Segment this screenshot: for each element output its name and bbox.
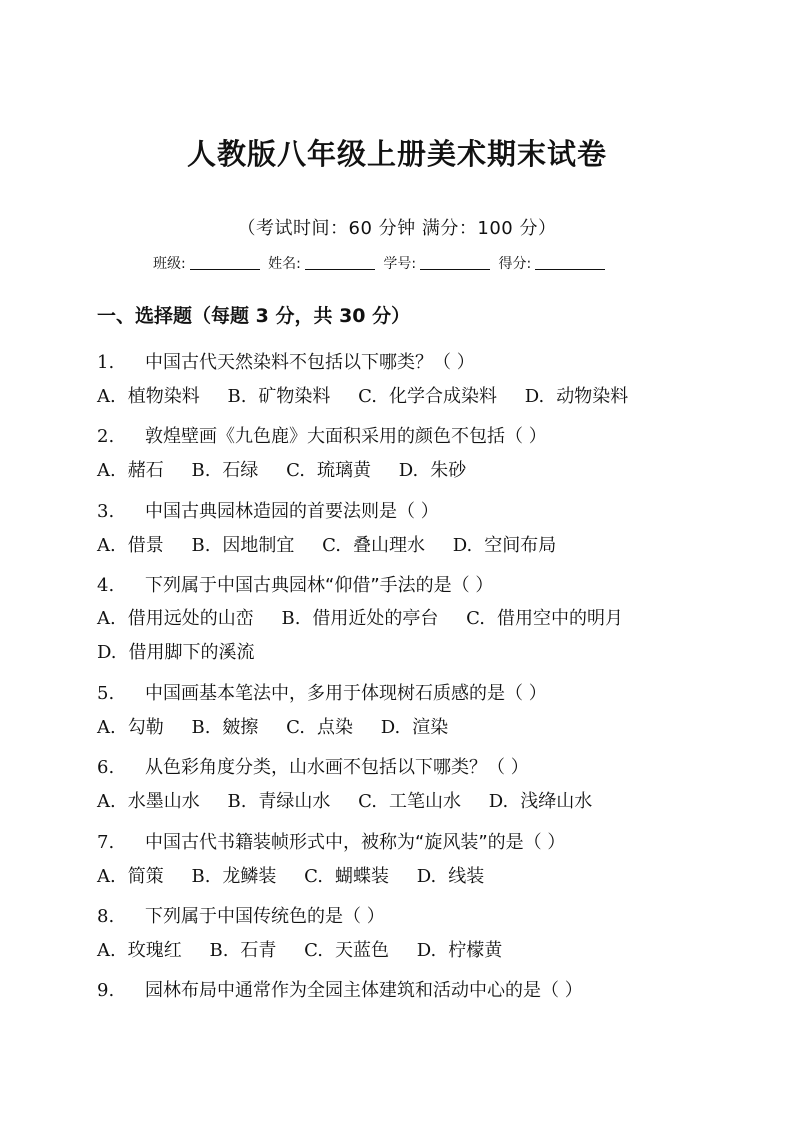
question-number: 2. [97, 426, 115, 447]
option-a: A. 借用远处的山峦 [97, 608, 254, 629]
question-1 [97, 348, 475, 374]
option-d: D. 线装 [416, 866, 485, 887]
options-5 [97, 713, 470, 739]
option-d: D. 浅绛山水 [488, 791, 593, 812]
option-a: A. 勾勒 [97, 717, 164, 738]
option-b: B. 矿物染料 [227, 386, 331, 407]
question-9 [97, 976, 583, 1002]
question-text: 中国古代天然染料不包括以下哪类？（ ） [145, 352, 475, 373]
option-a: A. 简策 [97, 866, 164, 887]
question-text: 园林布局中通常作为全园主体建筑和活动中心的是（ ） [145, 980, 583, 1001]
id-blank [420, 255, 490, 270]
question-2 [97, 422, 547, 448]
question-5 [97, 679, 547, 705]
option-d: D. 渲染 [380, 717, 449, 738]
question-number: 9. [97, 980, 115, 1001]
option-d: D. 动物染料 [524, 386, 629, 407]
question-number: 4. [97, 575, 115, 596]
options-8 [97, 936, 524, 962]
option-a: A. 植物染料 [97, 386, 200, 407]
options-3 [97, 531, 578, 557]
class-label: 班级: [153, 256, 186, 272]
question-number: 7. [97, 832, 115, 853]
option-a: A. 赭石 [97, 460, 164, 481]
question-number: 6. [97, 757, 115, 778]
name-blank [305, 255, 375, 270]
student-info-row [153, 253, 609, 273]
id-label: 学号: [383, 256, 417, 272]
option-c: C. 叠山理水 [322, 535, 426, 556]
options-6 [97, 787, 614, 813]
option-a: A. 水墨山水 [97, 791, 200, 812]
options-2 [97, 456, 488, 482]
section-title: 一、选择题（每题 3 分，共 30 分） [97, 305, 411, 327]
question-text: 中国古典园林造园的首要法则是（ ） [145, 501, 439, 522]
question-number: 8. [97, 906, 115, 927]
option-b: B. 石青 [209, 940, 277, 961]
option-c: C. 琉璃黄 [286, 460, 372, 481]
question-text: 下列属于中国古典园林“仰借”手法的是（ ） [145, 575, 494, 596]
option-b: B. 龙鳞装 [191, 866, 277, 887]
option-d: D. 朱砂 [398, 460, 467, 481]
option-c: C. 天蓝色 [304, 940, 390, 961]
score-blank [535, 255, 605, 270]
question-text: 中国画基本笔法中，多用于体现树石质感的是（ ） [145, 683, 547, 704]
question-text: 下列属于中国传统色的是（ ） [145, 906, 385, 927]
option-a: A. 玫瑰红 [97, 940, 182, 961]
option-c: C. 点染 [286, 717, 354, 738]
exam-title: 人教版八年级上册美术期末试卷 [186, 137, 607, 171]
question-number: 3. [97, 501, 115, 522]
question-7 [97, 828, 565, 854]
option-b: B. 石绿 [191, 460, 259, 481]
option-b: B. 皴擦 [191, 717, 259, 738]
question-8 [97, 902, 385, 928]
question-6 [97, 753, 529, 779]
question-text: 中国古代书籍装帧形式中，被称为“旋风装”的是（ ） [145, 832, 566, 853]
options-4-line1 [97, 604, 645, 630]
option-d: D. 柠檬黄 [416, 940, 503, 961]
option-c: C. 化学合成染料 [358, 386, 498, 407]
option-d: D. 借用脚下的溪流 [97, 642, 255, 663]
option-b: B. 青绿山水 [227, 791, 331, 812]
name-label: 姓名: [268, 256, 301, 272]
option-c: C. 蝴蝶装 [304, 866, 390, 887]
options-4-line2 [97, 638, 277, 664]
options-1 [97, 382, 650, 408]
option-a: A. 借景 [97, 535, 164, 556]
score-label: 得分: [498, 256, 532, 272]
option-b: B. 因地制宜 [191, 535, 295, 556]
exam-subtitle: （考试时间：60 分钟 满分：100 分） [237, 218, 557, 239]
option-c: C. 工笔山水 [358, 791, 462, 812]
option-b: B. 借用近处的亭台 [281, 608, 439, 629]
question-4 [97, 571, 493, 597]
class-blank [190, 255, 260, 270]
question-number: 1. [97, 352, 115, 373]
options-7 [97, 862, 506, 888]
question-number: 5. [97, 683, 115, 704]
option-c: C. 借用空中的明月 [466, 608, 624, 629]
question-text: 从色彩角度分类，山水画不包括以下哪类？（ ） [145, 757, 529, 778]
question-3 [97, 497, 439, 523]
option-d: D. 空间布局 [452, 535, 557, 556]
question-text: 敦煌壁画《九色鹿》大面积采用的颜色不包括（ ） [145, 426, 547, 447]
